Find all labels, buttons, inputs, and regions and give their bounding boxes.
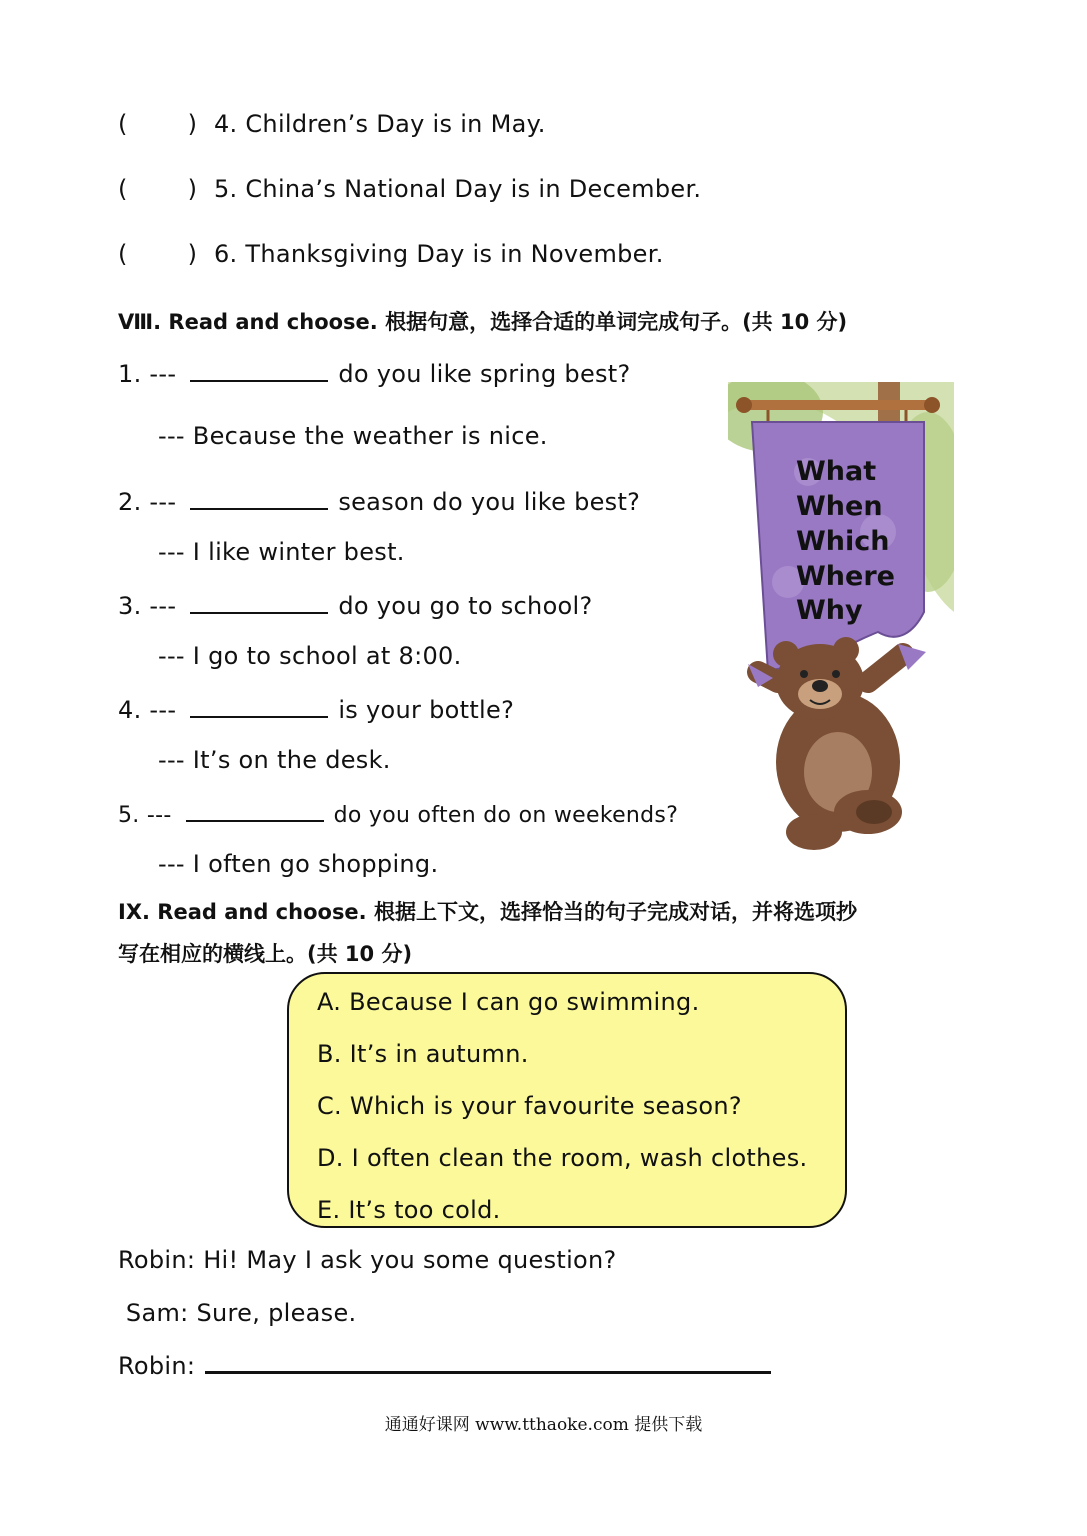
answer-paren[interactable]: ( ) <box>118 240 198 268</box>
q2-answer: --- I like winter best. <box>158 538 405 566</box>
option-b: B. It’s in autumn. <box>317 1040 529 1068</box>
tf-item-6: ( ) 6. Thanksgiving Day is in November. <box>118 240 664 268</box>
options-box <box>287 972 847 1228</box>
section-8-title: Ⅷ. Read and choose. 根据句意，选择合适的单词完成句子。(共 10 分) <box>118 310 848 334</box>
q3-answer: --- I go to school at 8:00. <box>158 642 462 670</box>
dialogue-line-2: Sam: Sure, please. <box>118 1299 357 1327</box>
banner-word-why: Why <box>796 595 863 626</box>
q4-blank[interactable] <box>190 694 328 718</box>
answer-paren[interactable]: ( ) <box>118 110 198 138</box>
option-e: E. It’s too cold. <box>317 1196 501 1224</box>
tf-item-4: ( ) 4. Children’s Day is in May. <box>118 110 546 138</box>
q1-line: 1. --- do you like spring best? <box>118 360 631 388</box>
q4-answer: --- It’s on the desk. <box>158 746 391 774</box>
robin-answer-blank[interactable] <box>205 1351 771 1374</box>
answer-paren[interactable]: ( ) <box>118 175 198 203</box>
tf-item-5: ( ) 5. China’s National Day is in December. <box>118 175 702 203</box>
dialogue-line-3: Robin: <box>118 1351 771 1380</box>
option-c: C. Which is your favourite season? <box>317 1092 742 1120</box>
section-9-title-line2: 写在相应的横线上。(共 10 分) <box>118 942 413 966</box>
q3-blank[interactable] <box>190 590 328 614</box>
q4-line: 4. --- is your bottle? <box>118 696 515 724</box>
section-9-title-line1: IX. Read and choose. 根据上下文，选择恰当的句子完成对话，并将选项抄 <box>118 900 857 924</box>
q1-answer: --- Because the weather is nice. <box>158 422 548 450</box>
q5-line: 5. --- do you often do on weekends? <box>118 798 678 828</box>
banner-word-where: Where <box>796 561 895 592</box>
bear-banner-illustration <box>728 382 954 852</box>
option-a: A. Because I can go swimming. <box>317 988 700 1016</box>
q3-line: 3. --- do you go to school? <box>118 592 593 620</box>
banner-word-which: Which <box>796 526 890 557</box>
banner-word-when: When <box>796 491 883 522</box>
page-footer: 通通好课网 www.tthaoke.com 提供下载 <box>384 1415 703 1435</box>
banner-word-what: What <box>796 456 877 487</box>
dialogue-line-1: Robin: Hi! May I ask you some question? <box>118 1246 617 1274</box>
q2-blank[interactable] <box>190 486 328 510</box>
option-d: D. I often clean the room, wash clothes. <box>317 1144 808 1172</box>
q1-blank[interactable] <box>190 358 328 382</box>
q2-line: 2. --- season do you like best? <box>118 488 641 516</box>
q5-answer: --- I often go shopping. <box>158 850 439 878</box>
q5-blank[interactable] <box>186 798 324 822</box>
